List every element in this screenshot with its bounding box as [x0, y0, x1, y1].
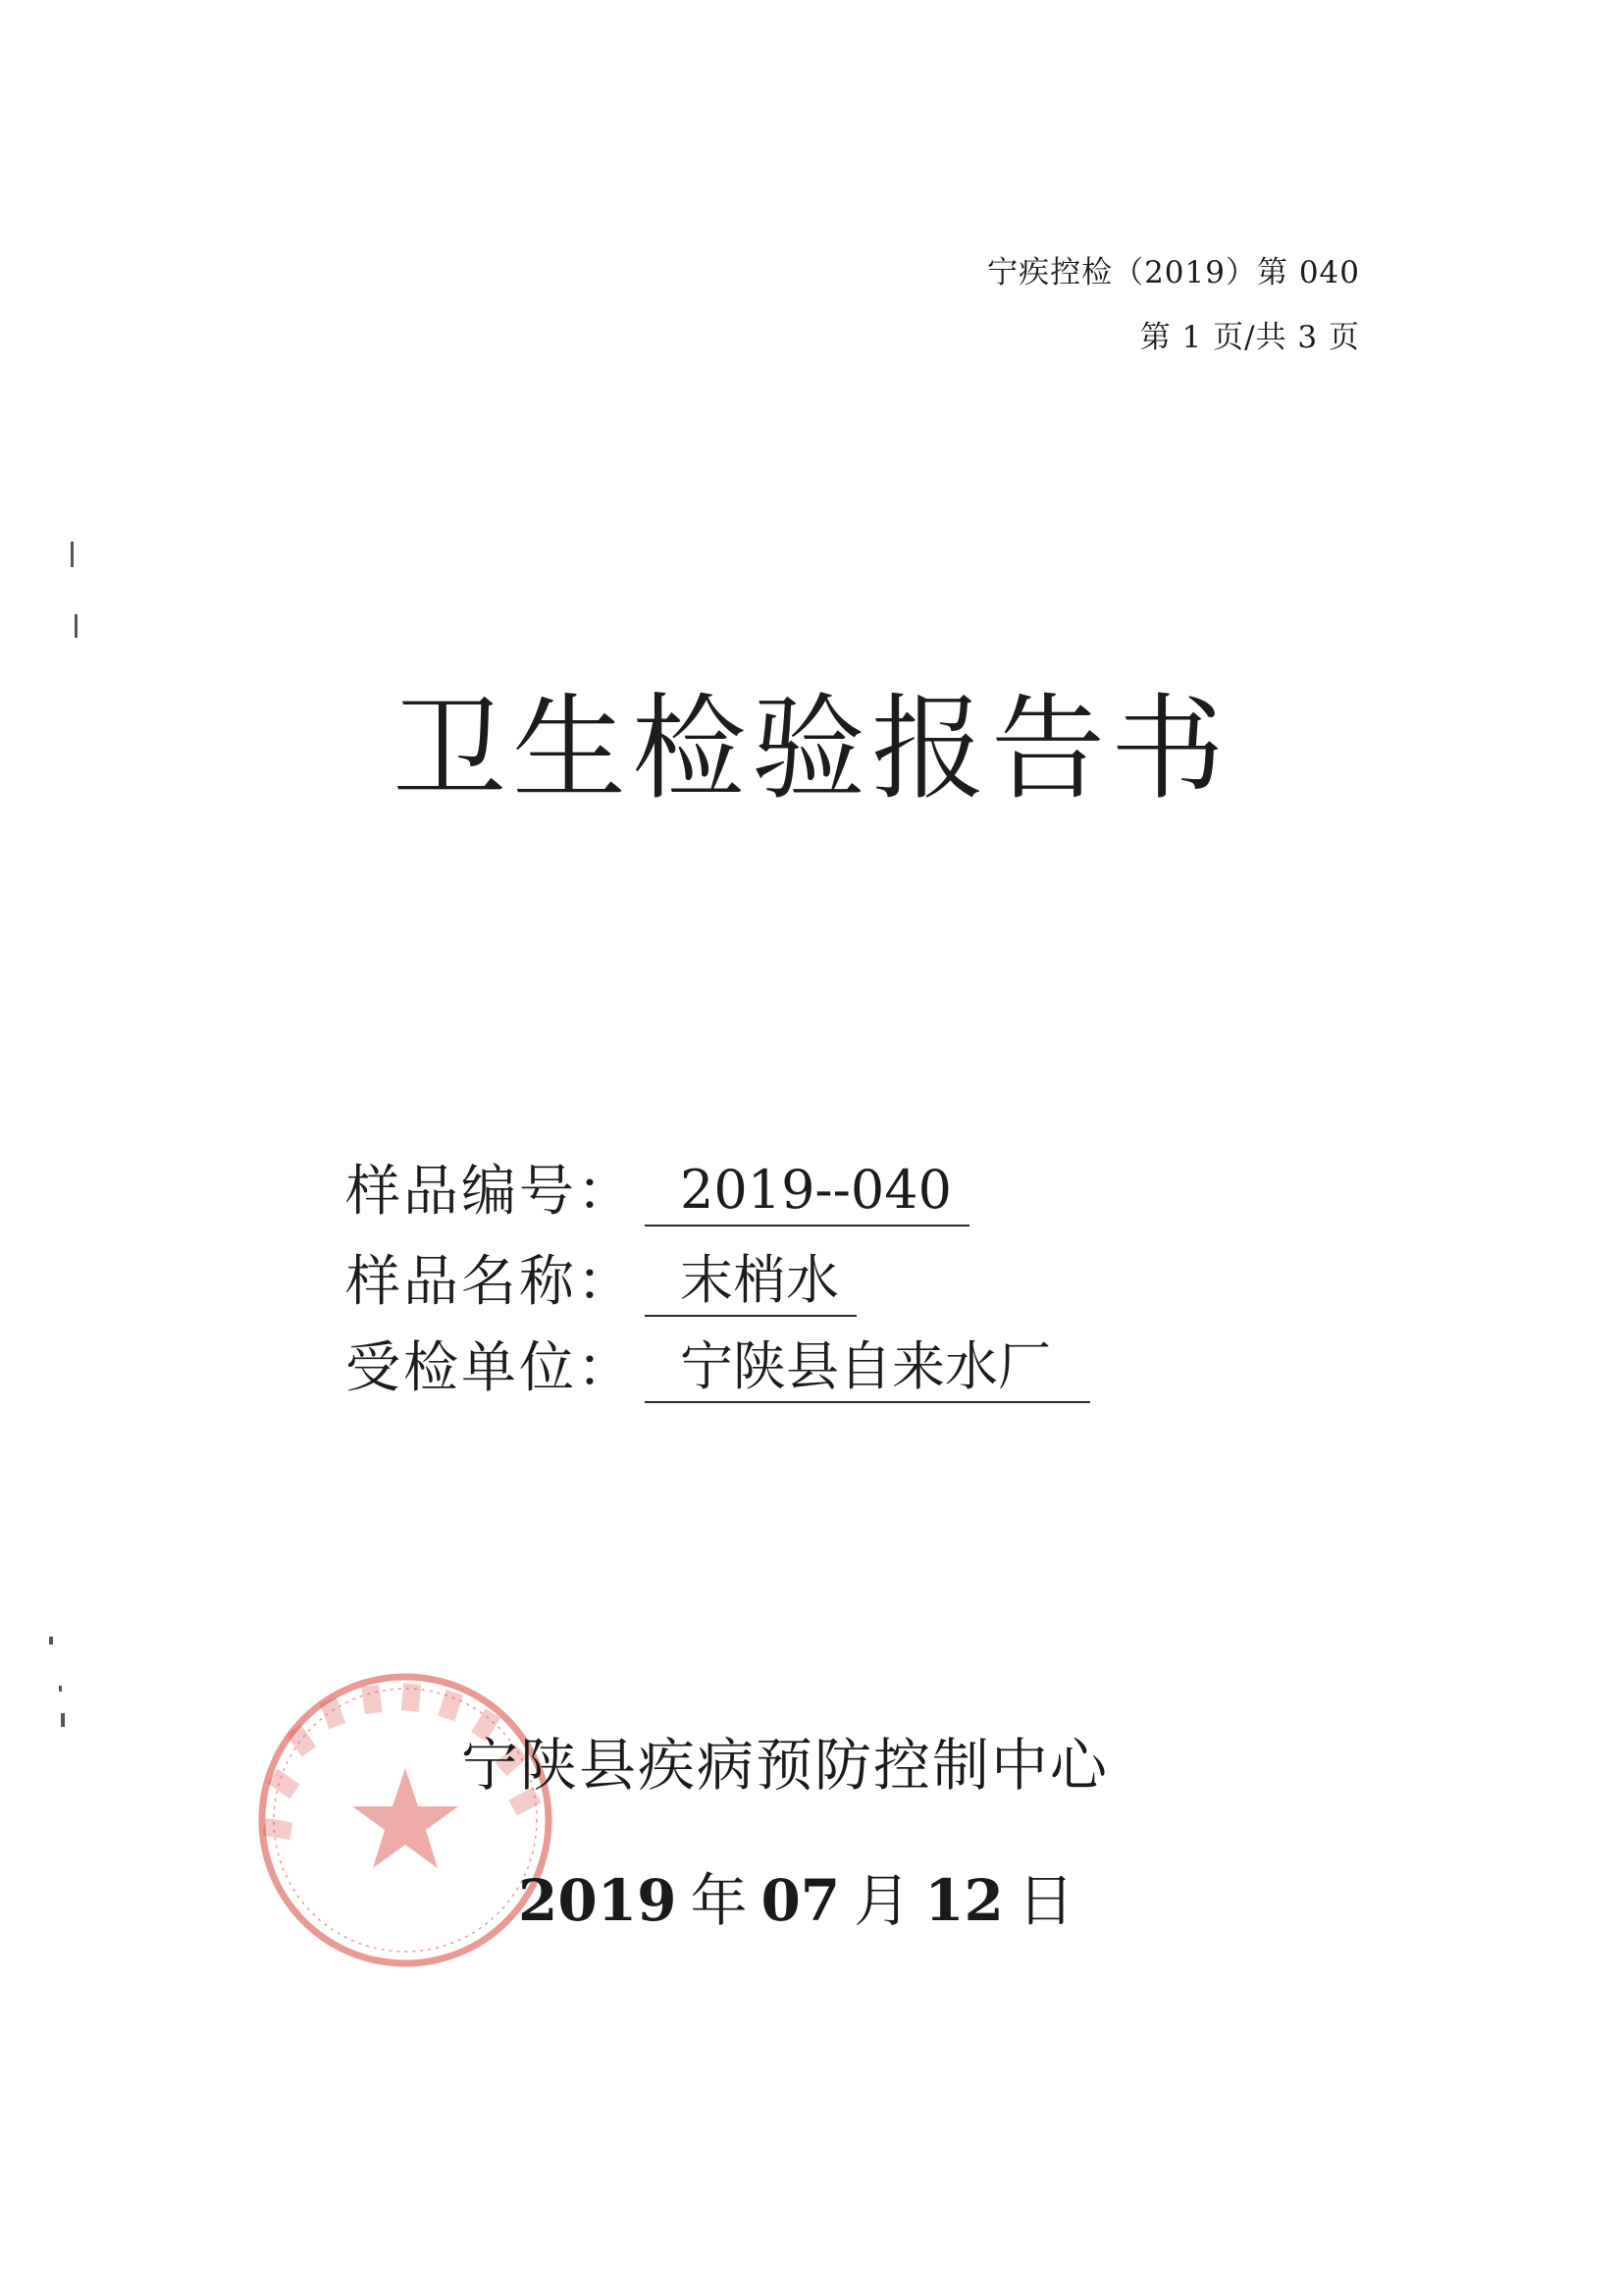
scan-artifact — [59, 1686, 62, 1692]
issuing-organization: 宁陕县疾病预防控制中心 — [461, 1732, 1110, 1799]
sample-name-label: 样品名称： — [345, 1250, 635, 1314]
official-seal-icon — [253, 1668, 557, 1972]
scan-artifact — [75, 614, 78, 638]
issue-year: 2019 — [518, 1867, 677, 1934]
scan-artifact — [71, 542, 74, 567]
scan-artifact — [61, 1713, 65, 1727]
issue-month: 07 — [760, 1867, 841, 1934]
sample-number-row — [345, 1148, 969, 1226]
sample-number-value: 2019--040 — [645, 1157, 969, 1227]
day-unit: 日 — [1017, 1867, 1074, 1934]
sample-name-value: 末梢水 — [645, 1247, 857, 1318]
sample-number-label: 样品编号： — [345, 1160, 635, 1224]
month-unit: 月 — [854, 1867, 912, 1934]
scan-artifact — [49, 1637, 53, 1644]
reference-number: 宁疾控检（2019）第 040 — [987, 255, 1360, 290]
year-unit: 年 — [690, 1867, 748, 1934]
inspected-unit-label: 受检单位： — [345, 1336, 635, 1400]
issue-day: 12 — [924, 1867, 1004, 1934]
inspected-unit-row — [345, 1325, 1090, 1403]
page-count: 第 1 页/共 3 页 — [1139, 320, 1360, 355]
report-title: 卫生检验报告书 — [393, 683, 1230, 815]
inspected-unit-value: 宁陕县自来水厂 — [645, 1333, 1090, 1404]
issue-date — [518, 1854, 1088, 1937]
sample-name-row — [345, 1238, 857, 1317]
